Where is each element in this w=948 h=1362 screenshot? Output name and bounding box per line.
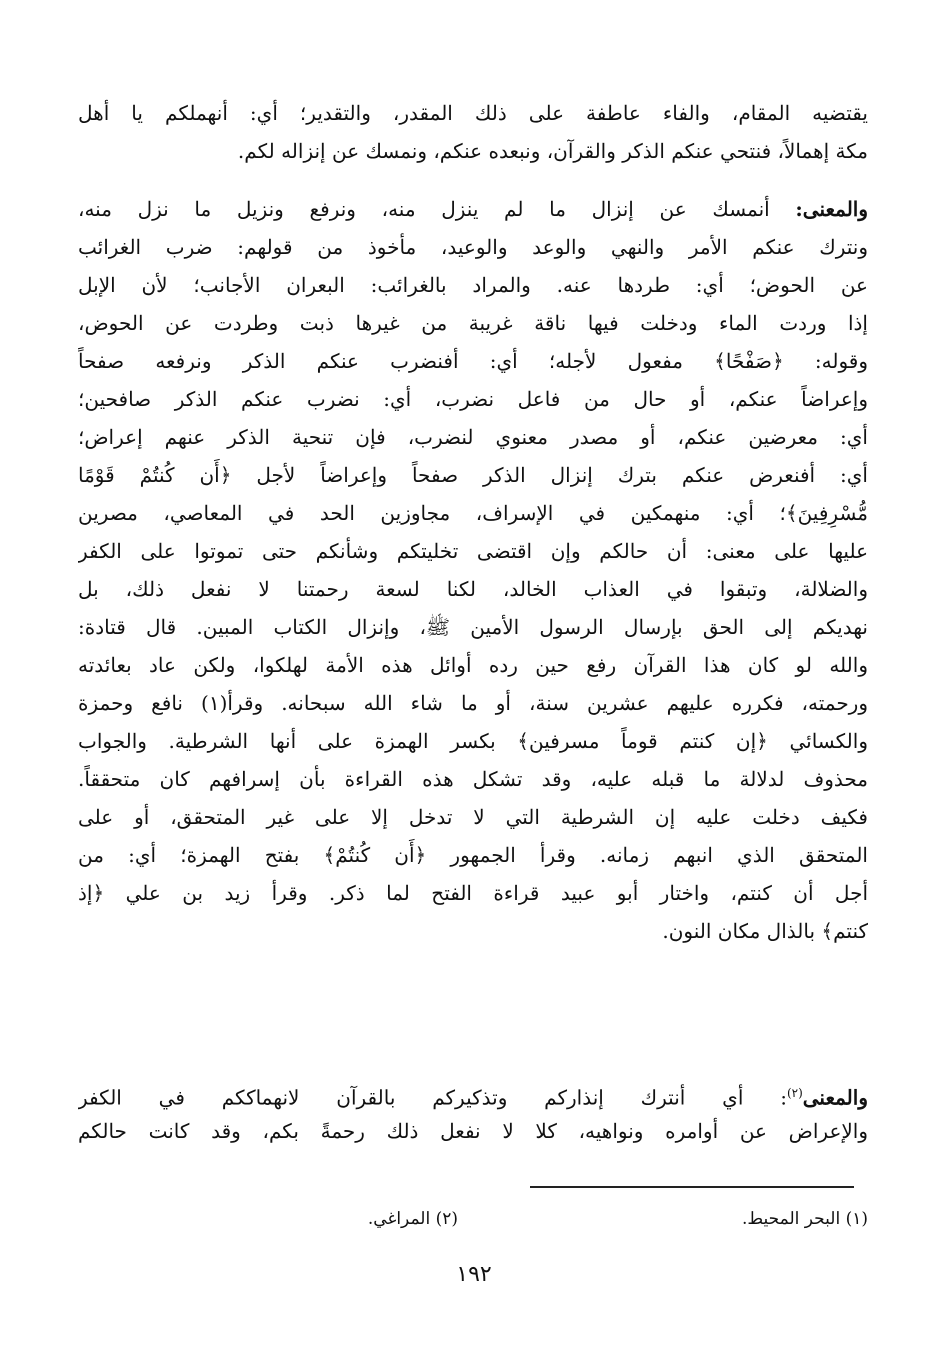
paragraph-lead: والمعنى: [795, 197, 868, 221]
text-line: ورحمته، فكرره عليهم عشرين سنة، أو ما شاء الله سبحانه. وقرأ(١) نافع وحمزة [78, 691, 868, 715]
text-line: وقوله: ﴿صَفْحًا﴾ مفعول لأجله؛ أي: أفنضرب عنكم الذكر ونرفعه صفحاً [78, 349, 868, 373]
text-line: أجل أن كنتم، واختار أبو عبيد قراءة الفتح لما ذكر. وقرأ زيد بن علي ﴿إذ [78, 881, 868, 905]
text-run: أنمسك عن إنزال ما لم ينزل منه، ونرفع ونزيل ما نزل منه، [78, 197, 796, 221]
text-line [78, 1074, 868, 1112]
text-line: محذوف لدلالة ما قبله عليه، وقد تشكل هذه القراءة بأن إسرافهم كان متحققاً. [78, 767, 868, 791]
text-line: نهديكم إلى الحق بإرسال الرسول الأمين ﷺ، وإنزال الكتاب المبين. قال قتادة: [78, 615, 868, 639]
text-line: مكة إهمالاً، فنتحي عنكم الذكر والقرآن، ونبعده عنكم، ونمسك عن إنزاله لكم. [237, 139, 868, 163]
text-line: والكسائي ﴿إن كنتم قوماً مسرفين﴾ بكسر الهمزة على أنها الشرطية. والجواب [78, 729, 868, 753]
paragraph-2 [78, 190, 868, 950]
footnote-2: (٢) المراغي. [367, 1209, 458, 1229]
text-line: يقتضيه المقام، والفاء عاطفة على ذلك المقدر، والتقدير؛ أي: أنهملكم يا أهل [78, 101, 868, 125]
text-run: : أي أنترك إنذاركم وتذكيركم بالقرآن لانهماككم في الكفر [78, 1085, 787, 1110]
text-line: عليها على معنى: أن حالكم وإن اقتضى تخليتكم وشأنكم حتى تموتوا على الكفر [78, 539, 868, 563]
page-number: ١٩٢ [456, 1262, 492, 1287]
footnote-separator [530, 1186, 854, 1188]
text-line: عن الحوض؛ أي: طردها عنه. والمراد بالغرائب: البعران الأجانب؛ لأن الإبل [78, 273, 868, 297]
text-line: أي: معرضين عنكم، أو مصدر معنوي لنضرب، فإن تنحية الذكر عنهم إعراض؛ [78, 425, 868, 449]
text-line: إذا وردت الماء ودخلت فيها ناقة غريبة من غيرها ذبت وطردت عن الحوض، [78, 311, 868, 335]
footnote-1: (١) البحر المحيط. [742, 1209, 868, 1229]
text-line: أي: أفنعرض عنكم بترك إنزال الذكر صفحاً وإعراضاً لأجل ﴿أَن كُنتُمْ قَوْمًا [78, 463, 868, 487]
text-line: ونترك عنكم الأمر والنهي والوعد والوعيد، مأخوذ من قولهم: ضرب الغرائب [78, 235, 868, 259]
text-line: كنتم﴾ بالذال مكان النون. [662, 919, 868, 943]
footnotes [78, 1205, 868, 1233]
text-line: وإعراضاً عنكم، أو حال من فاعل نضرب، أي: نضرب عنكم الذكر صافحين؛ [78, 387, 868, 411]
paragraph-3 [78, 1074, 868, 1150]
text-line: والله لو كان هذا القرآن رفع حين رده أوائل هذه الأمة لهلكوا، ولكن عاد بعائدته [78, 653, 868, 677]
text-line: والإعراض عن أوامره ونواهيه، كلا لا نفعل ذلك رحمةً بكم، وقد كانت حالكم [78, 1119, 868, 1143]
text-line [78, 190, 868, 228]
text-line: مُّسْرِفِينَ﴾؛ أي: منهمكين في الإسراف، مجاوزين الحد في المعاصي، مصرين [78, 501, 868, 525]
footnote-marker: (٢) [786, 1086, 803, 1100]
text-line: المتحقق الذي انبهم زمانه. وقرأ الجمهور ﴿أَن كُنتُمْ﴾ بفتح الهمزة؛ أي: من [78, 843, 868, 867]
paragraph-1 [78, 94, 868, 170]
text-line: فكيف دخلت عليه إن الشرطية التي لا تدخل إلا على غير المتحقق، أو على [78, 805, 868, 829]
text-line: والضلالة، وتبقوا في العذاب الخالد، لكنا لسعة رحمتنا لا نفعل ذلك، بل [78, 577, 868, 601]
paragraph-lead: والمعنى [802, 1085, 868, 1110]
